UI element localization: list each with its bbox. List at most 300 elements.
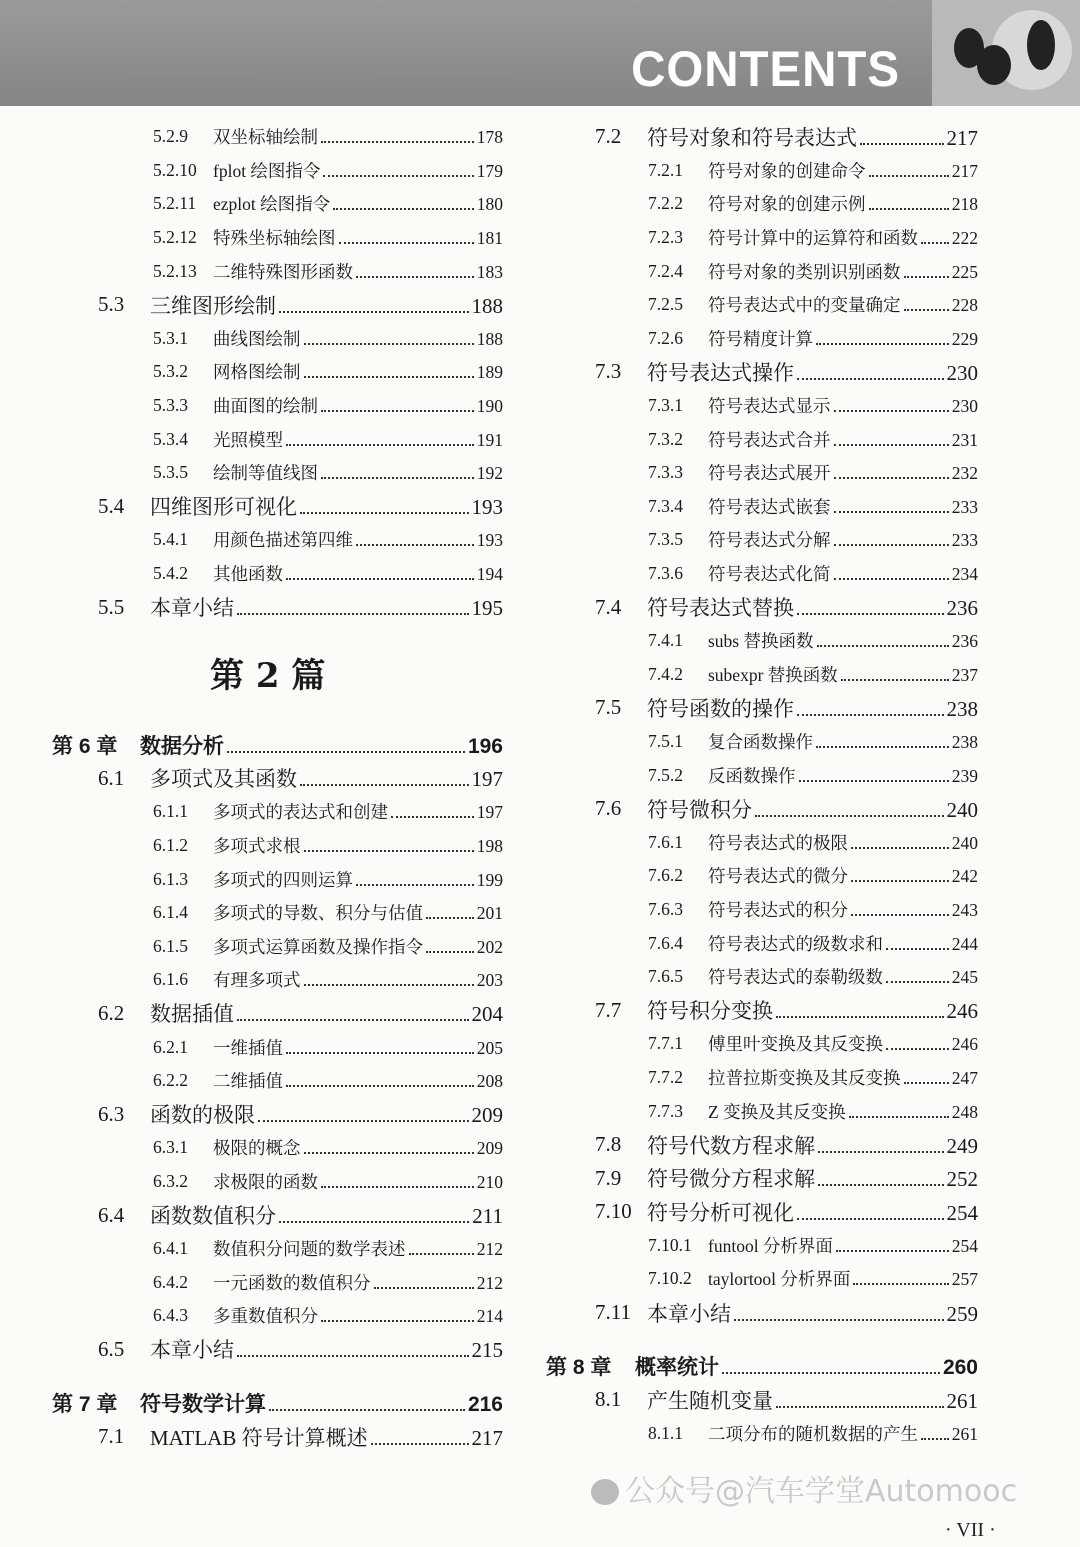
entry-page: 238	[946, 696, 978, 721]
toc-entry	[0, 795, 520, 829]
dot-leader	[300, 512, 469, 514]
entry-number: 5.4.1	[153, 529, 188, 550]
entry-title: 二维特殊图形函数	[213, 261, 353, 282]
dot-leader	[851, 880, 949, 882]
page-number: · VII ·	[945, 1519, 996, 1541]
entry-title: 一维插值	[213, 1037, 283, 1058]
entry-number: 6.2.2	[153, 1070, 188, 1091]
entry-number: 7.6.2	[648, 865, 683, 886]
entry-title: 本章小结	[647, 1301, 731, 1326]
entry-title: 符号微分方程求解	[647, 1167, 815, 1192]
entry-title: 多项式的表达式和创建	[213, 802, 388, 823]
entry-page: 248	[951, 1101, 978, 1122]
toc-entry	[0, 963, 520, 997]
dot-leader	[834, 410, 949, 412]
toc-entry	[540, 1262, 1020, 1296]
toc-entry	[0, 728, 520, 762]
entry-title: subexpr 替换函数	[708, 664, 838, 685]
entry-page: 225	[951, 261, 978, 282]
entry-title: 四维图形可视化	[150, 495, 297, 520]
entry-title: 二项分布的随机数据的产生	[708, 1423, 918, 1444]
toc-entry	[0, 638, 520, 708]
toc-entry	[540, 825, 1020, 859]
entry-page: 229	[951, 328, 978, 349]
dot-leader	[734, 1319, 944, 1321]
dot-leader	[921, 1438, 949, 1440]
entry-page: 202	[476, 936, 503, 957]
toc-entry	[540, 1061, 1020, 1095]
toc-entry	[0, 523, 520, 557]
toc-entry	[0, 389, 520, 423]
entry-page: 231	[951, 429, 978, 450]
entry-page: 191	[476, 429, 503, 450]
entry-page: 247	[951, 1067, 978, 1088]
entry-page: 209	[471, 1103, 503, 1128]
entry-number: 5.2.9	[153, 126, 188, 147]
entry-title: 多项式及其函数	[150, 767, 297, 792]
toc-entry	[540, 221, 1020, 255]
entry-number: 7.2.4	[648, 260, 683, 281]
entry-title: 符号表达式的微分	[708, 866, 848, 887]
entry-number: 6.1.4	[153, 902, 188, 923]
dot-leader	[869, 208, 949, 210]
entry-number: 7.6	[595, 796, 622, 821]
dot-leader	[321, 141, 474, 143]
entry-page: 261	[951, 1423, 978, 1444]
entry-number: 6.1.5	[153, 935, 188, 956]
entry-page: 190	[476, 396, 503, 417]
toc-entry	[0, 187, 520, 221]
entry-number: 5.3.2	[153, 361, 188, 382]
entry-number: 6.2.1	[153, 1036, 188, 1057]
entry-number: 7.3.6	[648, 563, 683, 584]
dot-leader	[886, 948, 949, 950]
entry-title: 绘制等值线图	[213, 463, 318, 484]
entry-title: 函数数值积分	[150, 1204, 276, 1229]
toc-entry	[0, 120, 520, 154]
dot-leader	[776, 1016, 944, 1018]
toc-entry	[540, 1349, 1020, 1383]
entry-number: 7.2.6	[648, 327, 683, 348]
banner-title: CONTENTS	[631, 41, 900, 97]
toc-entry	[0, 1131, 520, 1165]
dot-leader	[227, 751, 465, 753]
entry-number: 7.6.1	[648, 831, 683, 852]
toc-entry	[0, 221, 520, 255]
entry-number: 7.3.2	[648, 428, 683, 449]
toc-entry	[0, 1030, 520, 1064]
toc-entry	[540, 1195, 1020, 1229]
dot-leader	[860, 143, 944, 145]
entry-page: 196	[467, 734, 503, 758]
toc-entry	[540, 1417, 1020, 1451]
dot-leader	[304, 343, 474, 345]
entry-title: 数据插值	[150, 1002, 234, 1027]
entry-page: 183	[476, 261, 503, 282]
entry-number: 5.3.4	[153, 428, 188, 449]
entry-number: 6.1.2	[153, 834, 188, 855]
entry-number: 6.2	[98, 1000, 125, 1025]
entry-title: 傅里叶变换及其反变换	[708, 1034, 883, 1055]
entry-title: 曲面图的绘制	[213, 396, 318, 417]
entry-title: 符号精度计算	[708, 328, 813, 349]
entry-title: 符号表达式的积分	[708, 899, 848, 920]
dot-leader	[841, 679, 949, 681]
dot-leader	[834, 444, 949, 446]
entry-page: 239	[951, 765, 978, 786]
entry-number: 第 8 章	[546, 1356, 612, 1380]
toc-entry	[540, 1027, 1020, 1061]
entry-page: 230	[946, 360, 978, 385]
entry-page: 208	[476, 1071, 503, 1092]
dot-leader	[755, 815, 944, 817]
entry-page: 188	[471, 293, 503, 318]
entry-number: 7.9	[595, 1165, 622, 1190]
entry-page: 181	[476, 228, 503, 249]
entry-number: 6.4.3	[153, 1305, 188, 1326]
entry-number: 6.5	[98, 1336, 125, 1361]
entry-number: 7.3	[595, 359, 622, 384]
entry-page: 244	[951, 933, 978, 954]
wechat-icon	[591, 1479, 619, 1505]
entry-page: 189	[476, 362, 503, 383]
entry-page: 240	[951, 832, 978, 853]
dot-leader	[333, 208, 474, 210]
dot-leader	[851, 847, 949, 849]
dot-leader	[286, 578, 474, 580]
toc-entry	[0, 254, 520, 288]
toc-entry	[540, 1296, 1020, 1330]
entry-number: 7.2.3	[648, 227, 683, 248]
toc-entry	[0, 1420, 520, 1454]
toc-entry	[0, 422, 520, 456]
toc-entry	[0, 1097, 520, 1131]
toc-entry	[540, 355, 1020, 389]
toc-entry	[540, 523, 1020, 557]
entry-page: 234	[951, 564, 978, 585]
entry-page: 228	[951, 295, 978, 316]
toc-entry	[0, 590, 520, 624]
toc-entry	[540, 490, 1020, 524]
entry-number: 7.3.4	[648, 495, 683, 516]
entry-page: 195	[471, 596, 503, 621]
entry-title: 符号函数的操作	[647, 696, 794, 721]
dot-leader	[836, 1250, 949, 1252]
toc-entry	[0, 1299, 520, 1333]
dot-leader	[321, 1186, 474, 1188]
toc-entry	[540, 1094, 1020, 1128]
entry-page: 216	[467, 1392, 503, 1416]
entry-number: 7.6.5	[648, 966, 683, 987]
entry-page: 194	[476, 564, 503, 585]
toc-entry	[0, 929, 520, 963]
dot-leader	[279, 1221, 469, 1223]
entry-title: 概率统计	[635, 1356, 719, 1380]
dot-leader	[816, 746, 949, 748]
entry-number: 5.5	[98, 594, 125, 619]
entry-title: funtool 分析界面	[708, 1235, 833, 1256]
dot-leader	[321, 410, 474, 412]
toc-entry	[540, 389, 1020, 423]
entry-number: 7.10	[595, 1199, 632, 1224]
entry-title: taylortool 分析界面	[708, 1269, 851, 1290]
dot-leader	[258, 1120, 469, 1122]
entry-title: 符号表达式合并	[708, 429, 831, 450]
entry-number: 6.4	[98, 1202, 125, 1227]
dot-leader	[797, 1218, 944, 1220]
entry-title: 反函数操作	[708, 765, 796, 786]
dot-leader	[849, 1116, 949, 1118]
dot-leader	[817, 645, 949, 647]
toc-entry	[540, 792, 1020, 826]
toc-entry	[0, 1198, 520, 1232]
entry-title: 极限的概念	[213, 1138, 301, 1159]
entry-number: 8.1	[595, 1387, 622, 1412]
dot-leader	[921, 242, 949, 244]
entry-title: 多项式运算函数及操作指令	[213, 936, 423, 957]
entry-title: 多项式求根	[213, 835, 301, 856]
toc-entry	[540, 1128, 1020, 1162]
entry-title: 符号积分变换	[647, 999, 773, 1024]
entry-number: 7.2	[595, 124, 622, 149]
entry-page: 260	[942, 1356, 978, 1380]
entry-page: 233	[951, 496, 978, 517]
entry-number: 7.7.3	[648, 1100, 683, 1121]
dot-leader	[304, 1152, 474, 1154]
dot-leader	[356, 544, 474, 546]
entry-title: ezplot 绘图指令	[213, 194, 331, 215]
entry-page: 237	[951, 664, 978, 685]
dot-leader	[818, 1151, 944, 1153]
dot-leader	[886, 1048, 949, 1050]
entry-title: 符号分析可视化	[647, 1200, 794, 1225]
entry-title: 符号微积分	[647, 797, 752, 822]
entry-number: 7.6.4	[648, 932, 683, 953]
entry-number: 5.4	[98, 493, 125, 518]
entry-page: 261	[946, 1388, 978, 1413]
entry-title: 多重数值积分	[213, 1306, 318, 1327]
entry-number: 7.6.3	[648, 898, 683, 919]
entry-page: 218	[951, 194, 978, 215]
entry-title: 数据分析	[140, 734, 224, 758]
entry-page: 222	[951, 228, 978, 249]
dot-leader	[286, 1085, 474, 1087]
entry-number: 6.1	[98, 765, 125, 790]
entry-page: 193	[471, 495, 503, 520]
entry-page: 212	[476, 1239, 503, 1260]
dot-leader	[374, 1287, 474, 1289]
entry-page: 217	[471, 1425, 503, 1450]
entry-title: 网格图绘制	[213, 362, 301, 383]
entry-page: 246	[951, 1034, 978, 1055]
dot-leader	[391, 816, 474, 818]
toc-entry	[540, 1161, 1020, 1195]
entry-number: 6.3	[98, 1101, 125, 1126]
toc-entry	[0, 829, 520, 863]
entry-title: 符号代数方程求解	[647, 1133, 815, 1158]
entry-page: 192	[476, 463, 503, 484]
dot-leader	[904, 276, 949, 278]
dot-leader	[286, 444, 474, 446]
dot-leader	[356, 276, 474, 278]
entry-number: 6.3.1	[153, 1137, 188, 1158]
toc-entry	[540, 758, 1020, 792]
entry-number: 7.2.1	[648, 159, 683, 180]
toc-entry	[0, 1265, 520, 1299]
entry-title: 符号对象的创建命令	[708, 160, 866, 181]
entry-title: 函数的极限	[150, 1103, 255, 1128]
dot-leader	[339, 242, 474, 244]
toc-entry	[540, 725, 1020, 759]
toc-entry	[0, 355, 520, 389]
dot-leader	[304, 850, 474, 852]
entry-title: 产生随机变量	[647, 1388, 773, 1413]
entry-page: 204	[471, 1002, 503, 1027]
entry-page: 254	[951, 1235, 978, 1256]
entry-title: 符号表达式分解	[708, 530, 831, 551]
toc-entry	[0, 456, 520, 490]
toc-entry	[540, 322, 1020, 356]
entry-page: 188	[476, 328, 503, 349]
dot-leader	[371, 1443, 469, 1445]
entry-title: 本章小结	[150, 596, 234, 621]
entry-number: 7.1	[98, 1424, 125, 1449]
toc-entry	[540, 557, 1020, 591]
toc-entry	[540, 254, 1020, 288]
entry-page: 236	[951, 631, 978, 652]
toc-entry	[0, 557, 520, 591]
entry-page: 215	[471, 1338, 503, 1363]
toc-entry	[540, 1229, 1020, 1263]
entry-number: 6.4.1	[153, 1238, 188, 1259]
dot-leader	[834, 578, 949, 580]
entry-title: 符号计算中的运算符和函数	[708, 228, 918, 249]
entry-page: 205	[476, 1037, 503, 1058]
dot-leader	[304, 984, 474, 986]
dot-leader	[834, 477, 949, 479]
entry-number: 7.5.2	[648, 764, 683, 785]
entry-number: 7.2.5	[648, 294, 683, 315]
dot-leader	[321, 1320, 474, 1322]
toc-entry	[540, 590, 1020, 624]
toc-entry	[540, 288, 1020, 322]
entry-page: 198	[476, 835, 503, 856]
toc-right-column	[540, 120, 1020, 1450]
entry-title: 符号表达式显示	[708, 396, 831, 417]
gears-image	[932, 0, 1080, 106]
dot-leader	[799, 780, 949, 782]
dot-leader	[776, 1406, 944, 1408]
dot-leader	[869, 175, 949, 177]
entry-page: 238	[951, 731, 978, 752]
entry-page: 217	[946, 125, 978, 150]
entry-number: 7.7.1	[648, 1033, 683, 1054]
dot-leader	[886, 981, 949, 983]
entry-number: 6.3.2	[153, 1170, 188, 1191]
entry-number: 5.2.13	[153, 260, 197, 281]
entry-page: 240	[946, 797, 978, 822]
dot-leader	[426, 917, 474, 919]
entry-number: 5.3	[98, 292, 125, 317]
entry-title: 复合函数操作	[708, 731, 813, 752]
entry-title: 符号表达式的极限	[708, 832, 848, 853]
entry-number: 5.3.1	[153, 327, 188, 348]
entry-page: 236	[946, 596, 978, 621]
entry-title: 三维图形绘制	[150, 293, 276, 318]
entry-number: 8.1.1	[648, 1422, 683, 1443]
toc-entry	[0, 1165, 520, 1199]
entry-number: 6.1.1	[153, 801, 188, 822]
entry-page: 193	[476, 530, 503, 551]
entry-page: 197	[476, 802, 503, 823]
dot-leader	[237, 1355, 469, 1357]
entry-title: 双坐标轴绘制	[213, 127, 318, 148]
entry-number: 6.1.6	[153, 969, 188, 990]
dot-leader	[834, 511, 949, 513]
entry-number: 7.7	[595, 997, 622, 1022]
entry-title: 求极限的函数	[213, 1171, 318, 1192]
entry-number: 7.7.2	[648, 1066, 683, 1087]
dot-leader	[853, 1283, 948, 1285]
entry-number: 7.11	[595, 1300, 631, 1325]
dot-leader	[323, 175, 473, 177]
toc-entry	[540, 960, 1020, 994]
entry-title: 特殊坐标轴绘图	[213, 228, 336, 249]
dot-leader	[279, 311, 469, 313]
entry-page: 252	[946, 1167, 978, 1192]
entry-number: 7.10.1	[648, 1234, 692, 1255]
entry-page: 199	[476, 869, 503, 890]
entry-number: 7.3.5	[648, 529, 683, 550]
entry-title: 符号表达式中的变量确定	[708, 295, 901, 316]
dot-leader	[834, 544, 949, 546]
toc-entry	[540, 422, 1020, 456]
entry-page: 179	[476, 160, 503, 181]
entry-page: 178	[476, 127, 503, 148]
entry-title: 数值积分问题的数学表述	[213, 1239, 406, 1260]
entry-number: 7.2.2	[648, 193, 683, 214]
dot-leader	[851, 914, 949, 916]
entry-page: 210	[476, 1171, 503, 1192]
toc-entry	[540, 187, 1020, 221]
entry-title: 拉普拉斯变换及其反变换	[708, 1067, 901, 1088]
entry-title: 光照模型	[213, 429, 283, 450]
entry-title: 本章小结	[150, 1338, 234, 1363]
dot-leader	[409, 1253, 474, 1255]
entry-page: 233	[951, 530, 978, 551]
entry-page: 257	[951, 1269, 978, 1290]
entry-page: 249	[946, 1133, 978, 1158]
entry-title: 符号对象的类别识别函数	[708, 261, 901, 282]
entry-page: 212	[476, 1272, 503, 1293]
entry-number: 5.2.11	[153, 193, 197, 214]
entry-number: 5.4.2	[153, 563, 188, 584]
entry-number: 第 7 章	[52, 1392, 118, 1416]
entry-page: 197	[471, 767, 503, 792]
toc-left-column	[0, 120, 520, 1453]
entry-number: 6.1.3	[153, 868, 188, 889]
entry-title: 多项式的导数、积分与估值	[213, 903, 423, 924]
dot-leader	[904, 309, 949, 311]
toc-entry	[0, 762, 520, 796]
toc-entry	[0, 490, 520, 524]
toc-entry	[540, 1383, 1020, 1417]
entry-number: 6.4.2	[153, 1271, 188, 1292]
toc-entry	[0, 1232, 520, 1266]
entry-number: 5.3.5	[153, 462, 188, 483]
dot-leader	[816, 343, 949, 345]
entry-number: 7.5.1	[648, 730, 683, 751]
